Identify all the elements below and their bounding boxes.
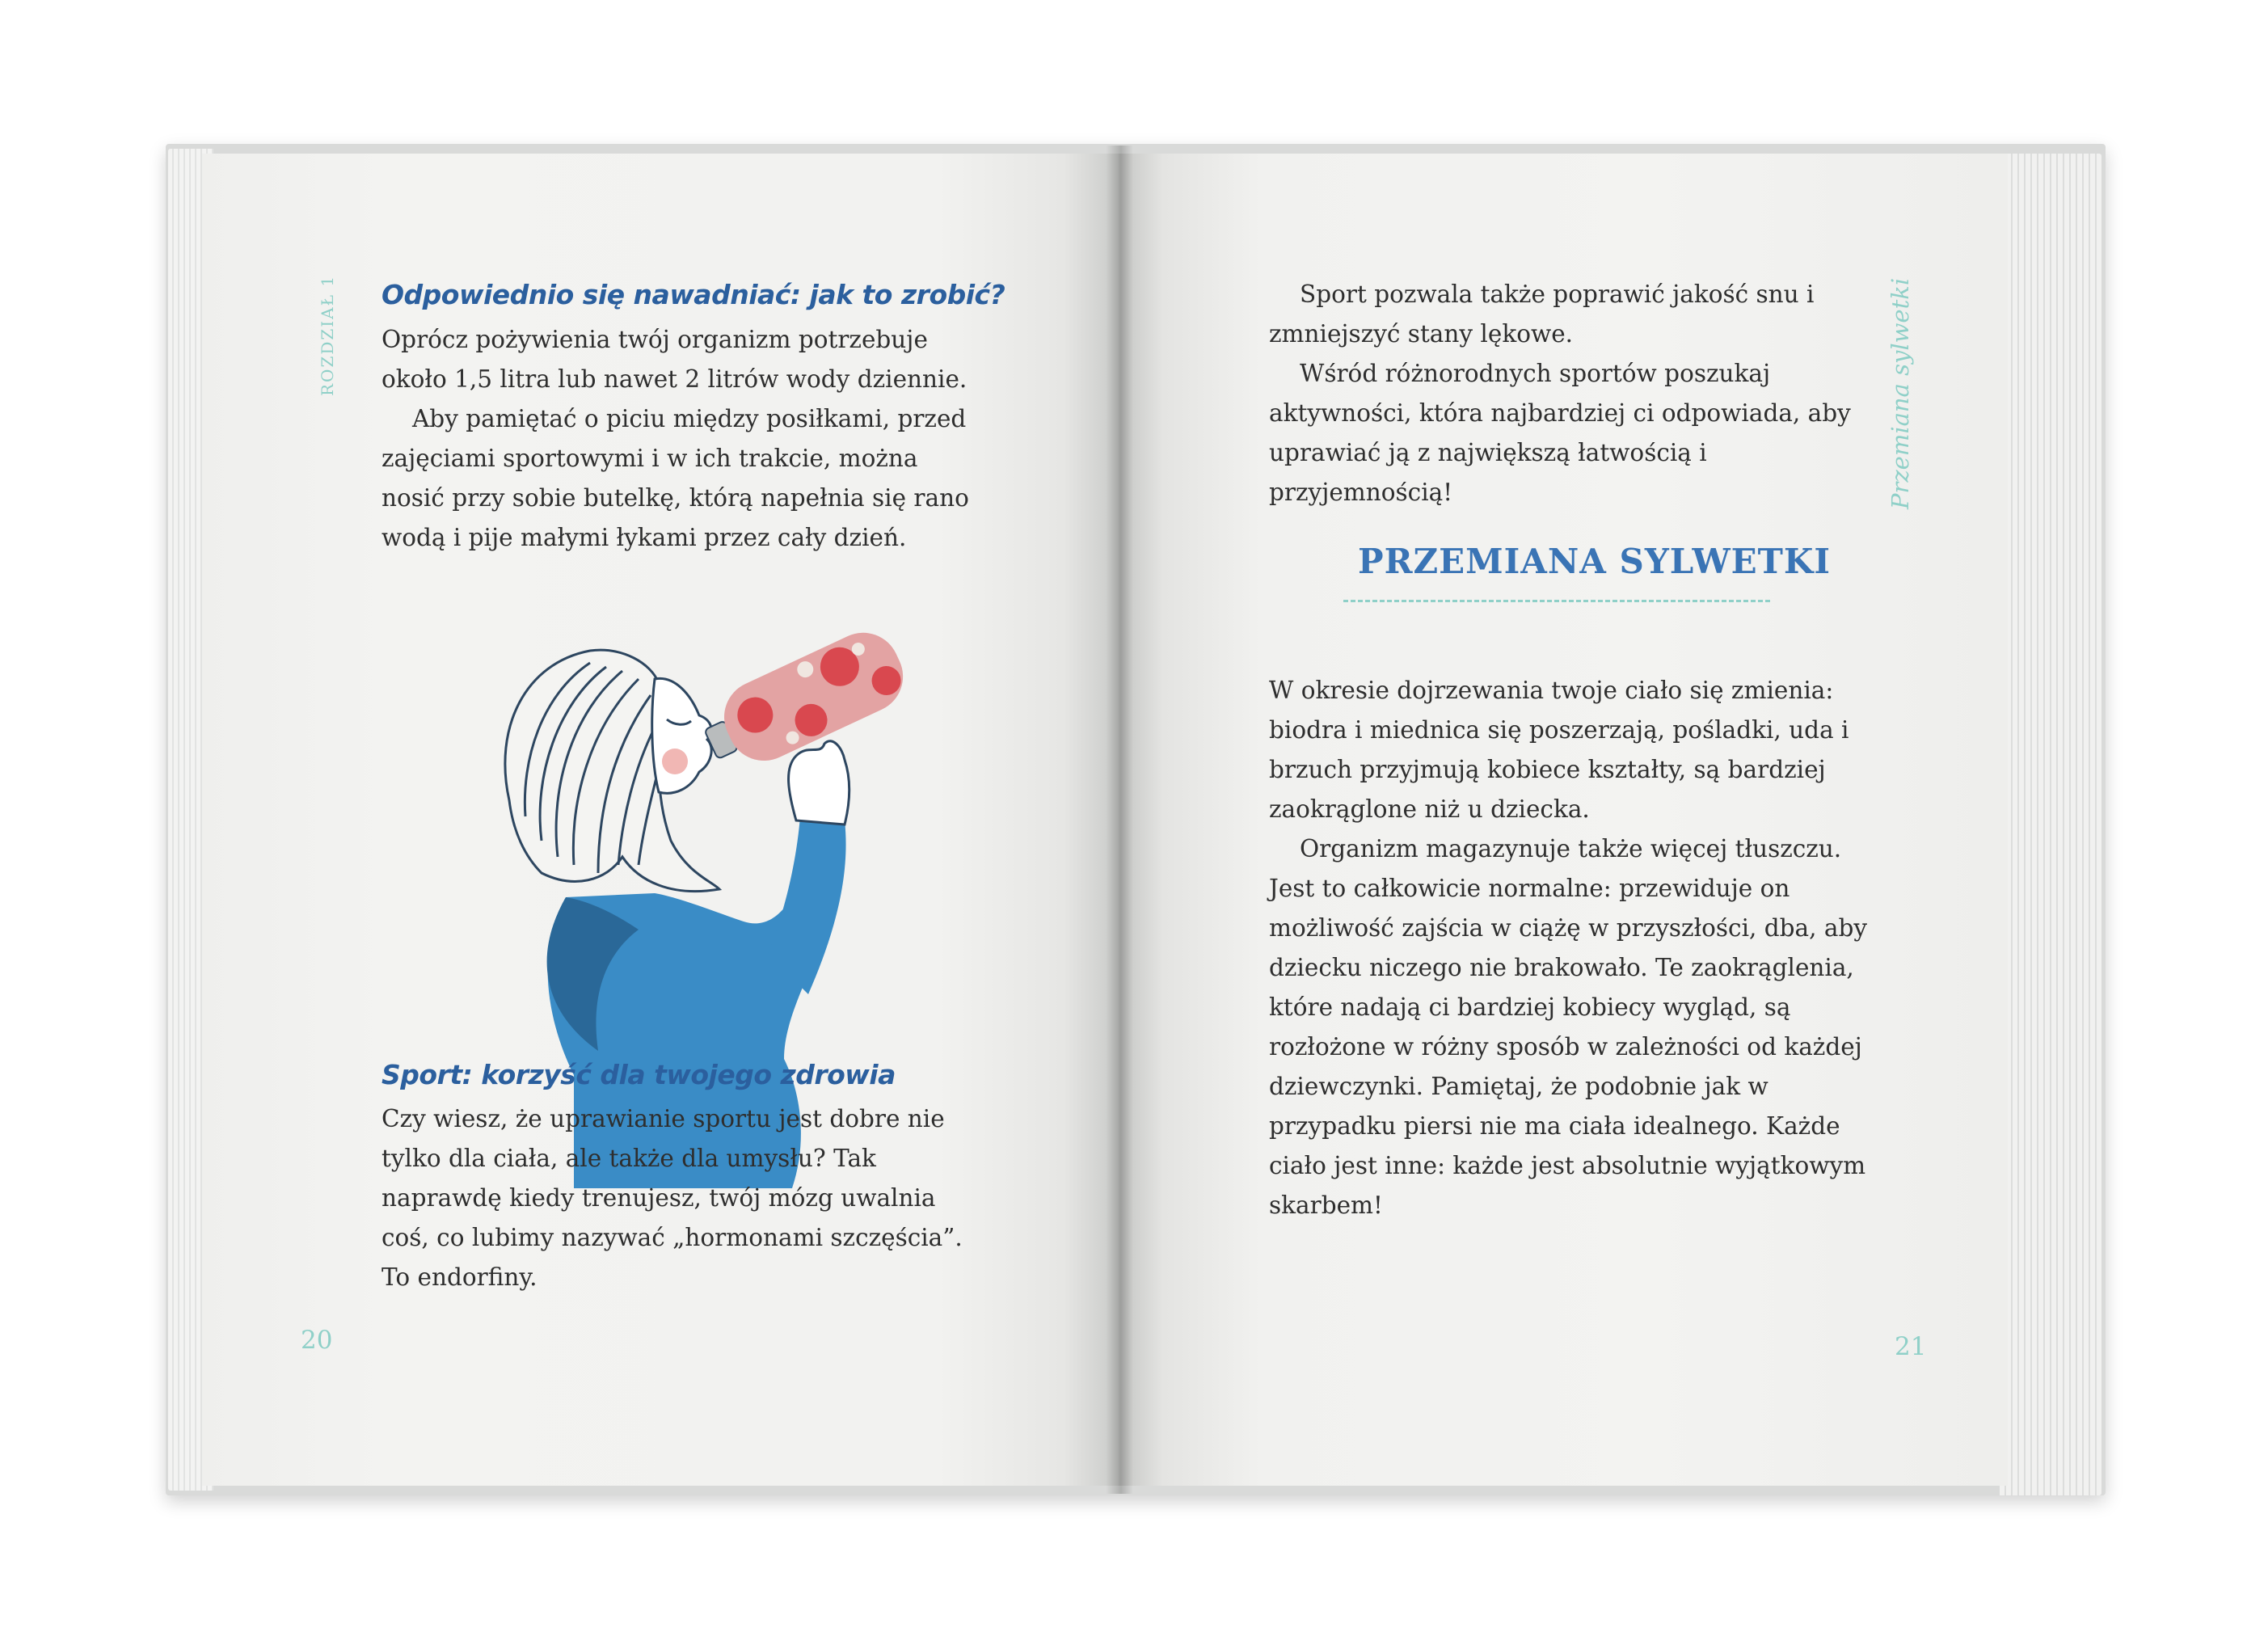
right-page-edges xyxy=(2000,154,2101,1495)
right-body-text-2 xyxy=(1269,671,1867,1225)
page-number-left: 20 xyxy=(301,1326,333,1355)
book-spine-gutter xyxy=(1106,146,1133,1494)
page-number-right: 21 xyxy=(1895,1332,1927,1361)
right-page xyxy=(1119,154,2008,1486)
cheek xyxy=(662,749,688,774)
paragraph: Organizm magazynuje także więcej tłuszczu. Jest to całkowicie normalne: przewiduje on możliwość zajścia w ciążę w przyszłości, dba, aby dziecku niczego nie brakowało. Te zaokrąglenia, które nadają ci bardziej kobiecy wygląd, są rozłożone w różny sposób w zależności od każdej dziewczynki. Pamiętaj, że podobnie jak w przypadku piersi nie ma ciała idealnego. Każde ciało jest inne: każde jest absolutnie wyjątkowym skarbem! xyxy=(1269,835,1868,1219)
heading-hydration: Odpowiednio się nawadniać: jak to zrobić? xyxy=(382,279,1005,310)
hand xyxy=(789,741,849,824)
running-head-section: Przemiana sylwetki xyxy=(1886,277,1914,509)
face xyxy=(652,678,711,793)
paragraph: W okresie dojrzewania twoje ciało się zmienia: biodra i miednica się poszerzają, pośladki, uda i brzuch przyjmują kobiece kształty, są bardziej zaokrąglone niż u dziecka. xyxy=(1269,677,1849,823)
right-body-text-1 xyxy=(1269,275,1867,512)
heading-sport: Sport: korzyść dla twojego zdrowia xyxy=(382,1059,896,1090)
running-head-chapter: ROZDZIAŁ 1 xyxy=(318,274,337,396)
left-page xyxy=(202,154,1119,1486)
paragraph: Aby pamiętać o piciu między posiłkami, przed zajęciami sportowymi i w ich trakcie, można nosić przy sobie butelkę, którą napełnia się rano wodą i pije małymi łykami przez cały dzień. xyxy=(382,405,969,551)
paragraph: Wśród różnorodnych sportów poszukaj aktywności, która najbardziej ci odpowiada, aby uprawiać ją z największą łatwością i przyjemnością! xyxy=(1269,360,1851,506)
left-body-text-1 xyxy=(382,320,988,558)
paragraph: Czy wiesz, że uprawianie sportu jest dobre nie tylko dla ciała, ale także dla umysłu? Tak naprawdę kiedy trenujesz, twój mózg uwalnia coś, co lubimy nazywać „hormonami szczęścia”. To endorfiny. xyxy=(382,1105,963,1291)
title-underline xyxy=(1343,600,1770,602)
paragraph: Oprócz pożywienia twój organizm potrzebuje około 1,5 litra lub nawet 2 litrów wody dziennie. xyxy=(382,326,967,393)
paragraph: Sport pozwala także poprawić jakość snu i zmniejszyć stany lękowe. xyxy=(1269,280,1815,348)
section-title: PRZEMIANA SYLWETKI xyxy=(1358,542,1832,581)
left-body-text-2 xyxy=(382,1099,988,1297)
